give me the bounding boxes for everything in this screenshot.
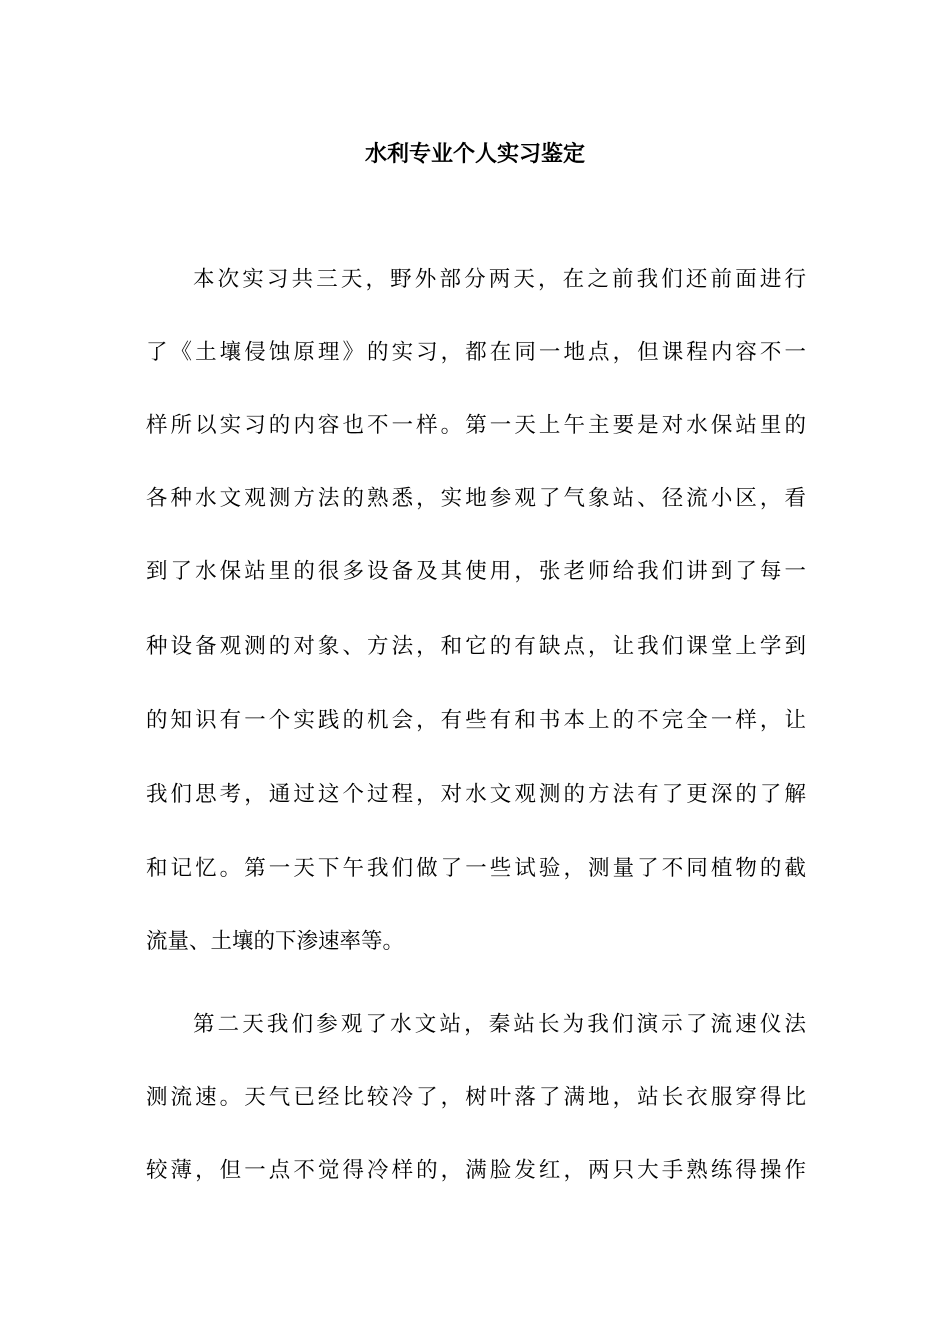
- paragraph-1-line-8: 我们思考，通过这个过程，对水文观测的方法有了更深的了解: [146, 782, 806, 807]
- paragraph-2-line-3: 较薄，但一点不觉得冷样的，满脸发红，两只大手熟练得操作: [146, 1158, 806, 1183]
- paragraph-1-line-7: 的知识有一个实践的机会，有些有和书本上的不完全一样，让: [146, 708, 806, 733]
- paragraph-2-line-1: 第二天我们参观了水文站，秦站长为我们演示了流速仪法: [193, 1012, 806, 1037]
- paragraph-1-line-2: 了《土壤侵蚀原理》的实习，都在同一地点，但课程内容不一: [146, 340, 806, 365]
- paragraph-1-line-9: 和记忆。第一天下午我们做了一些试验，测量了不同植物的截: [146, 856, 806, 881]
- paragraph-2-line-2: 测流速。天气已经比较冷了，树叶落了满地，站长衣服穿得比: [146, 1085, 806, 1110]
- paragraph-1-line-4: 各种水文观测方法的熟悉，实地参观了气象站、径流小区，看: [146, 486, 806, 511]
- document-title: 水利专业个人实习鉴定: [364, 141, 585, 167]
- paragraph-1-line-3: 样所以实习的内容也不一样。第一天上午主要是对水保站里的: [146, 413, 806, 438]
- paragraph-1-line-5: 到了水保站里的很多设备及其使用，张老师给我们讲到了每一: [146, 559, 806, 584]
- paragraph-1-line-10: 流量、土壤的下渗速率等。: [146, 929, 405, 954]
- paragraph-1-line-6: 种设备观测的对象、方法，和它的有缺点，让我们课堂上学到: [146, 634, 806, 659]
- paragraph-1-line-1: 本次实习共三天，野外部分两天，在之前我们还前面进行: [193, 267, 806, 292]
